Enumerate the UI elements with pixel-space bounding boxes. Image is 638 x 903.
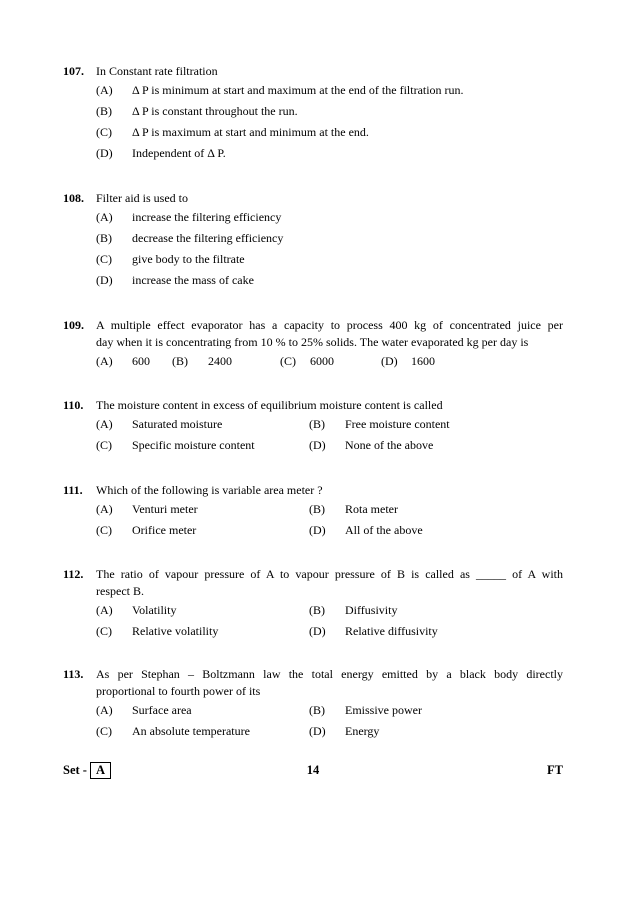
option-label: (D)	[309, 724, 326, 738]
question-109	[63, 317, 563, 372]
option-label: (D)	[96, 273, 113, 287]
option-text: Independent of Δ P.	[132, 146, 226, 160]
option-text: Rota meter	[345, 502, 398, 516]
option-label: (A)	[96, 83, 113, 97]
option-text: Δ P is constant throughout the run.	[132, 104, 298, 118]
option-label: (D)	[309, 523, 326, 537]
option-label: (B)	[309, 703, 325, 717]
page-footer	[63, 761, 563, 779]
option-text: increase the mass of cake	[132, 273, 254, 287]
question-number: 112.	[63, 567, 84, 581]
option-text: Surface area	[132, 703, 192, 717]
option-label: (D)	[309, 438, 326, 452]
question-number: 108.	[63, 191, 84, 205]
option-label: (A)	[96, 354, 113, 368]
option-text: 6000	[310, 354, 334, 368]
option-label: (B)	[172, 354, 188, 368]
option-text: Emissive power	[345, 703, 422, 717]
question-number: 113.	[63, 667, 84, 681]
option-label: (C)	[96, 724, 112, 738]
option-text: 2400	[208, 354, 232, 368]
question-text: Which of the following is variable area meter ?	[96, 483, 323, 497]
option-text: An absolute temperature	[132, 724, 250, 738]
option-label: (C)	[96, 125, 112, 139]
option-text: Volatility	[132, 603, 177, 617]
question-text-line-1: As per Stephan – Boltzmann law the total energy emitted by a black body directly	[96, 667, 563, 681]
page-number: 14	[306, 763, 320, 777]
option-text: Relative volatility	[132, 624, 219, 638]
option-label: (C)	[280, 354, 296, 368]
option-text: increase the filtering efficiency	[132, 210, 282, 224]
option-label: (B)	[96, 231, 112, 245]
set-label: Set -	[63, 763, 87, 777]
option-label: (C)	[96, 624, 112, 638]
option-text: 600	[132, 354, 150, 368]
question-text: In Constant rate filtration	[96, 64, 218, 78]
option-text: Specific moisture content	[132, 438, 255, 452]
option-text: Relative diffusivity	[345, 624, 438, 638]
option-text: Saturated moisture	[132, 417, 223, 431]
option-label: (B)	[309, 603, 325, 617]
option-label: (A)	[96, 603, 113, 617]
subject-code: FT	[547, 763, 563, 777]
question-text-line-1: A multiple effect evaporator has a capacity to process 400 kg of concentrated juice per	[96, 318, 563, 332]
question-text: Filter aid is used to	[96, 191, 188, 205]
question-113	[63, 666, 563, 742]
option-text: decrease the filtering efficiency	[132, 231, 284, 245]
option-label: (C)	[96, 523, 112, 537]
question-112	[63, 566, 563, 642]
question-number: 111.	[63, 483, 83, 497]
option-label: (C)	[96, 252, 112, 266]
question-number: 110.	[63, 398, 84, 412]
option-text: Orifice meter	[132, 523, 197, 537]
option-text: All of the above	[345, 523, 423, 537]
question-107	[63, 63, 563, 164]
option-text: Venturi meter	[132, 502, 198, 516]
set-value-box: A	[90, 762, 111, 779]
question-text: The moisture content in excess of equilibrium moisture content is called	[96, 398, 443, 412]
question-text-line-2: proportional to fourth power of its	[96, 684, 261, 698]
question-text-line-2: respect B.	[96, 584, 144, 598]
option-label: (A)	[96, 703, 113, 717]
option-text: 1600	[411, 354, 435, 368]
option-label: (B)	[309, 417, 325, 431]
option-label: (D)	[309, 624, 326, 638]
question-text-line-2: day when it is concentrating from 10 % to 25% solids. The water evaporated kg per day is	[96, 335, 529, 349]
option-label: (B)	[96, 104, 112, 118]
option-label: (A)	[96, 210, 113, 224]
question-number: 107.	[63, 64, 84, 78]
option-text: give body to the filtrate	[132, 252, 245, 266]
question-108	[63, 190, 563, 291]
option-label: (D)	[96, 146, 113, 160]
option-text: Energy	[345, 724, 380, 738]
option-label: (B)	[309, 502, 325, 516]
option-text: Diffusivity	[345, 603, 398, 617]
option-text: Δ P is minimum at start and maximum at the end of the filtration run.	[132, 83, 464, 97]
option-label: (D)	[381, 354, 398, 368]
option-label: (C)	[96, 438, 112, 452]
option-text: None of the above	[345, 438, 434, 452]
option-text: Free moisture content	[345, 417, 450, 431]
question-110	[63, 397, 563, 456]
option-label: (A)	[96, 502, 113, 516]
option-text: Δ P is maximum at start and minimum at the end.	[132, 125, 369, 139]
question-text-line-1: The ratio of vapour pressure of A to vapour pressure of B is called as _____ of A with	[96, 567, 563, 581]
option-label: (A)	[96, 417, 113, 431]
question-number: 109.	[63, 318, 84, 332]
question-111	[63, 482, 563, 541]
